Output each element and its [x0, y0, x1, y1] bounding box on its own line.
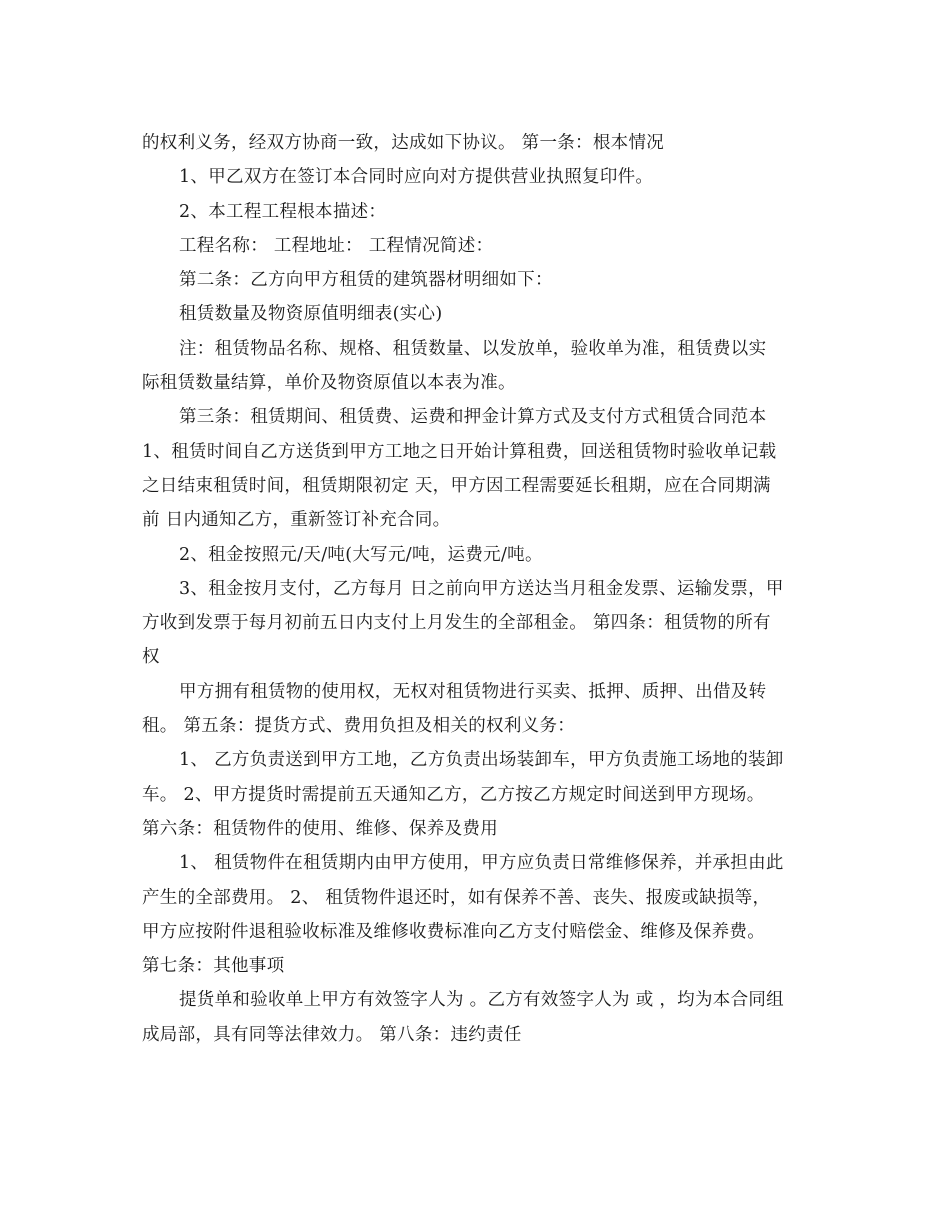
text-line: 1、 乙方负责送到甲方工地，乙方负责出场装卸车，甲方负责施工场地的装卸 [179, 750, 784, 771]
text-line: 第六条：租赁物件的使用、维修、保养及费用 [142, 818, 498, 839]
text-line: 租赁数量及物资原值明细表(实心) [179, 304, 443, 325]
text-line: 租。 第五条：提货方式、费用负担及相关的权利义务： [142, 716, 576, 737]
text-line: 第二条：乙方向甲方租赁的建筑器材明细如下： [179, 270, 553, 291]
text-line: 1、 租赁物件在租赁期内由甲方使用，甲方应负责日常维修保养，并承担由此 [179, 853, 784, 874]
text-line: 产生的全部费用。 2、 租赁物件退还时，如有保养不善、丧失、报废或缺损等， [142, 887, 771, 908]
text-line: 之日结束租赁时间，租赁期限初定 天，甲方因工程需要延长租期，应在合同期满 [142, 475, 771, 496]
text-line: 成局部，具有同等法律效力。 第八条：违约责任 [142, 1024, 522, 1045]
text-line: 2、租金按照元/天/吨(大写元/吨，运费元/吨。 [179, 544, 543, 565]
text-line: 提货单和验收单上甲方有效签字人为 。乙方有效签字人为 或 ，均为本合同组 [179, 990, 784, 1011]
text-line: 权 [142, 647, 160, 668]
text-line: 2、本工程工程根本描述： [179, 201, 387, 222]
text-line: 际租赁数量结算，单价及物资原值以本表为准。 [142, 373, 516, 394]
text-line: 3、租金按月支付，乙方每月 日之前向甲方送达当月租金发票、运输发票，甲 [179, 578, 784, 599]
contract-body [142, 126, 810, 1052]
text-line: 1、甲乙双方在签订本合同时应向对方提供营业执照复印件。 [179, 167, 654, 188]
text-line: 第三条：租赁期间、租赁费、运费和押金计算方式及支付方式租赁合同范本 [179, 407, 767, 428]
text-line: 注：租赁物品名称、规格、租赁数量、以发放单，验收单为准，租赁费以实 [179, 338, 767, 359]
text-line: 前 日内通知乙方，重新签订补充合同。 [142, 510, 451, 531]
text-line: 1、租赁时间自乙方送货到甲方工地之日开始计算租费，回送租赁物时验收单记载 [142, 441, 777, 462]
text-line: 甲方拥有租赁物的使用权，无权对租赁物进行买卖、抵押、质押、出借及转 [179, 681, 767, 702]
text-line: 第七条：其他事项 [142, 956, 285, 977]
text-line: 方收到发票于每月初前五日内支付上月发生的全部租金。 第四条：租赁物的所有 [142, 613, 771, 634]
text-line: 车。 2、甲方提货时需提前五天通知乙方，乙方按乙方规定时间送到甲方现场。 [142, 784, 765, 805]
text-line: 甲方应按附件退租验收标准及维修收费标准向乙方支付赔偿金、维修及保养费。 [142, 921, 765, 942]
text-line: 的权利义务，经双方协商一致，达成如下协议。 第一条：根本情况 [142, 133, 665, 153]
text-line: 工程名称： 工程地址： 工程情况简述： [179, 235, 494, 256]
